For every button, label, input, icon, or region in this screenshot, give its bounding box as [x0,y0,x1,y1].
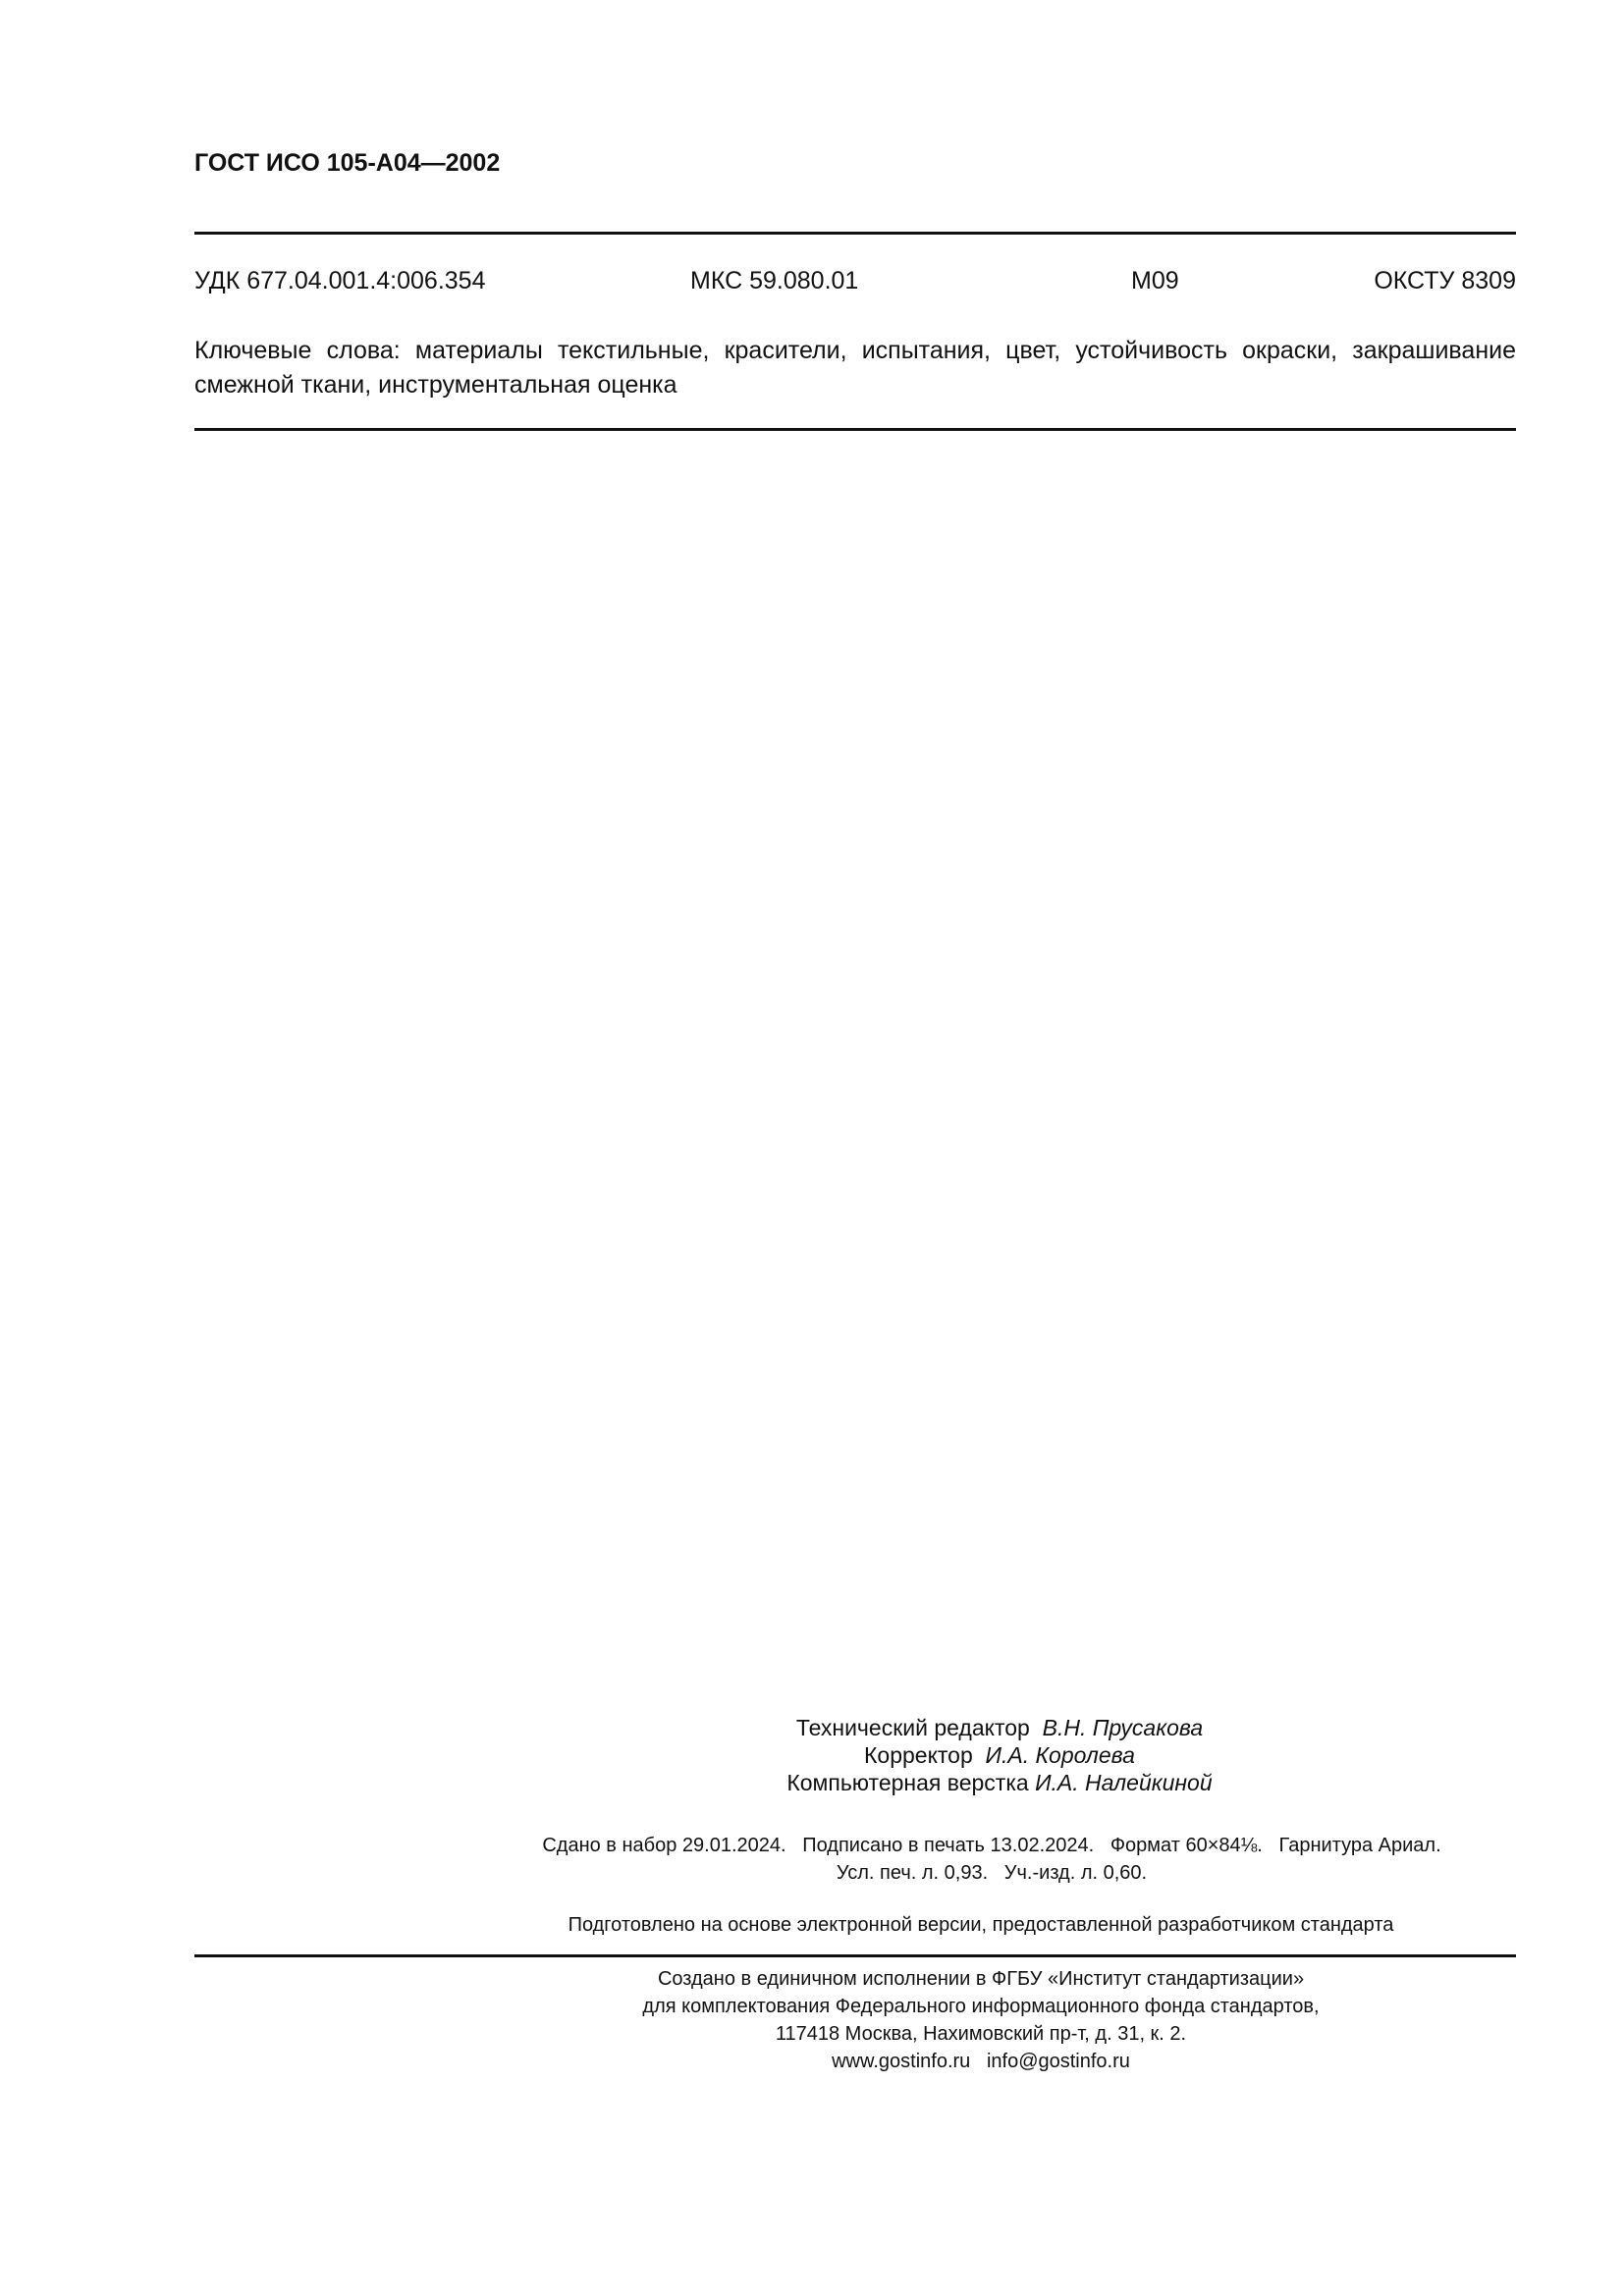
imprint [331,1832,1624,1887]
mks-code: МКС 59.080.01 [690,267,859,294]
email-link[interactable]: info@gostinfo.ru [986,2051,1130,2072]
layout-label: Компьютерная верстка [786,1770,1029,1795]
credits [339,1714,1624,1796]
layout-line [339,1769,1624,1796]
tech-editor-label: Технический редактор [795,1715,1030,1740]
okstu-code: ОКСТУ 8309 [1374,267,1516,294]
document-title: ГОСТ ИСО 105-A04—2002 [194,149,501,177]
layout-name: И.А. Налейкиной [1035,1770,1213,1795]
udk-code: УДК 677.04.001.4:006.354 [194,267,486,294]
imprint-line-1: Сдано в набор 29.01.2024. Подписано в печать 13.02.2024. Формат 60×84⅛. Гарнитура Ариал. [542,1835,1441,1856]
corrector-label: Корректор [864,1742,973,1768]
created-line-1: Создано в единичном исполнении в ФГБУ «Институт стандартизации» [657,1968,1305,1990]
tech-editor-line [339,1714,1624,1741]
divider-bottom [194,1954,1516,1957]
contacts [320,2048,1624,2075]
publisher-info [320,1965,1624,2075]
created-line-2: для комплектования Федерального информационного фонда стандартов, [642,1996,1320,2017]
keywords: Ключевые слова: материалы текстильные, красители, испытания, цвет, устойчивость окраски, закрашивание смежной ткани, инструментальная оценка [194,337,1516,399]
corrector-line [339,1741,1624,1769]
divider-keywords [194,428,1516,431]
tech-editor-name: В.Н. Прусакова [1042,1715,1204,1740]
website-link[interactable]: www.gostinfo.ru [832,2051,971,2072]
m-code: М09 [1131,267,1179,294]
prepared-note: Подготовлено на основе электронной версии, предоставленной разработчиком стандарта [568,1914,1394,1936]
corrector-name: И.А. Королева [985,1742,1135,1768]
imprint-line-2: Усл. печ. л. 0,93. Уч.-изд. л. 0,60. [836,1862,1148,1884]
divider-top [194,232,1516,235]
created-line-3: 117418 Москва, Нахимовский пр-т, д. 31, к. 2. [775,2023,1187,2045]
